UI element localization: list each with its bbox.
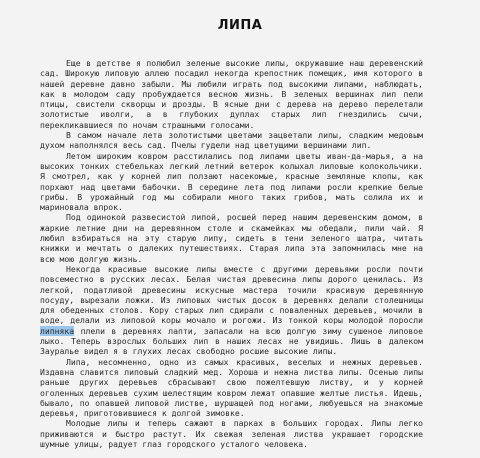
paragraph-3: Летом широким ковром расстилались под липами цветы иван-да-марья, а на высоких тонких стебельках легкий летний ветерок колыхал лиловые колокольчики. Я смотрел, как у корней лип ползают насекомые, красные земляные клопы, как порхают над цветами бабочки. В середине лета под липами росли крепкие белые грибы. В урожайный год мы собирали много таких грибов, мать солила их и мариновала впрок.	[40, 150, 423, 213]
paragraph-5-start: Некогда красивые высокие липы вместе с другими деревьями росли почти повсеместно в русских лесах. Белая чистая древесина липы дорого ценилась. Из легкой, податливой древесины искусные мастера точили красивую деревянную посуду, вырезали ложки. Из липовых чистых досок в деревнях делали столешницы для обеденных столов. Кору старых лип сдирали с поваленных деревьев, мочили в воде, делали из липовой коры мочало и рогожи. Из тонкой коры молодой поросли	[40, 263, 423, 326]
paragraph-5	[40, 264, 423, 357]
paragraph-4: Под одинокой развесистой липой, росшей перед нашим деревенским домом, в жаркие летние дни на деревянном столе и скамейках мы обедали, пили чай. Я любил взбираться на эту старую липу, сидеть в тени зеленого шатра, читать книжки и мечтать о далеких путешествиях. Старая липа эта запомнилась мне на всю мою долгую жизнь.	[40, 212, 423, 264]
paragraph-2: В самом начале лета золотистыми цветами зацветали липы, сладким медовым духом наполнялся весь сад. Пчелы гудели над цветущими вершинами лип.	[40, 130, 423, 151]
document-body	[40, 58, 423, 449]
paragraph-5-end: плели в деревнях лапти, запасали на всю долгую зиму сушеное липовое лыко. Теперь взрослых больших лип в наших лесах не увидишь. Лишь в далеком Зауралье видел я в глухих лесах свободно росшие высокие липы.	[40, 325, 423, 357]
paragraph-6: Липа, несомненно, одно из самых красивых, веселых и нежных деревьев. Издавна славится липовый сладкий мед. Хороша и нежна листва липы. Осенью липы раньше других деревьев сбрасывают свою пожелтевшую листву, и у корней оголенных деревьев сухим шелестящим ковром лежат опавшие желтые листья. Идешь, бывало, по опавшей липовой листве, шуршащей под ногами, любуешься на знакомые деревья, приготовившиеся к долгой зимовке.	[40, 356, 423, 419]
document-title: ЛИПА	[217, 18, 263, 33]
paragraph-1: Еще в детстве я полюбил зеленые высокие липы, окружавшие наш деревенский сад. Широкую липовую аллею посадил некогда крепостник помещик, имя которого в нашей деревне давно забыли. Мы любили играть под высокими липами, наблюдать, как в молодом саду пробуждается весною жизнь. В зеленых вершинах лип пели птицы, свистели скворцы и дрозды. В ясные дни с дерева на дерево перелетали золотистые иволги, а в глубоких дуплах старых лип гнездились сычи, перекликавшиеся по ночам страшными голосами.	[40, 58, 423, 130]
paragraph-7: Молодые липы и теперь сажают в парках в больших городах. Липы легко приживаются и быстро растут. Их свежая зеленая листва украшает городские шумные улицы, радует глаз городского усталого человека.	[40, 418, 423, 449]
selected-word-highlight[interactable]: липняка	[40, 325, 75, 336]
